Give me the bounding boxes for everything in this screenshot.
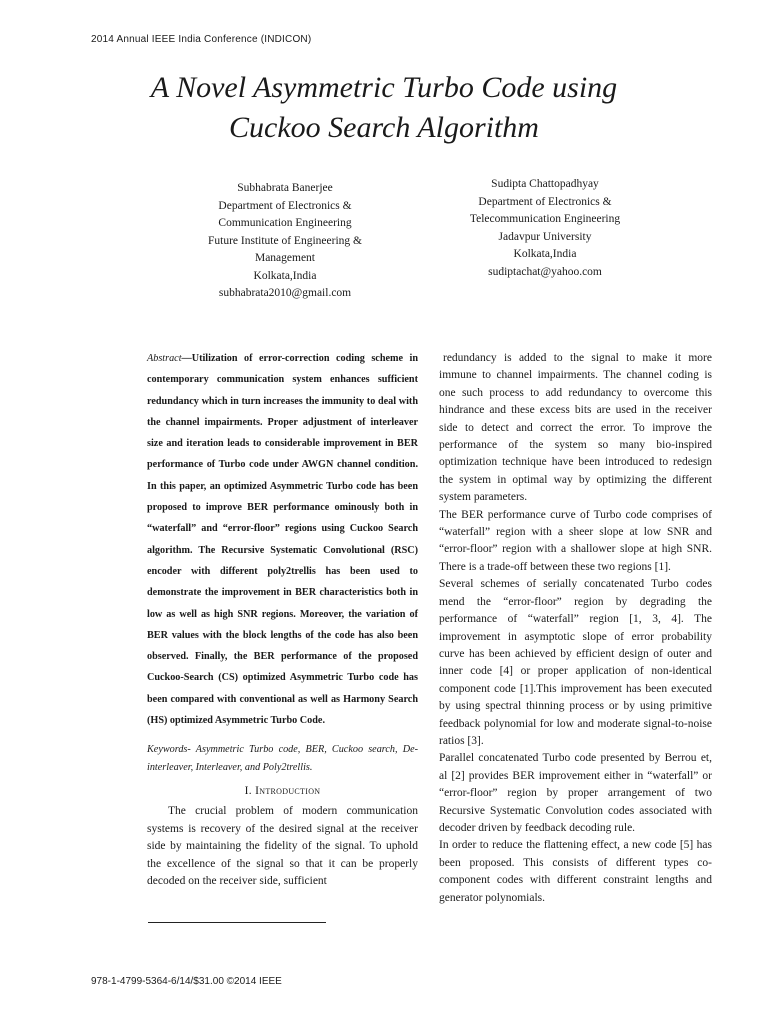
author-affiliation: Department of Electronics & xyxy=(478,195,612,208)
author-location: Kolkata,India xyxy=(253,269,317,282)
body-paragraph: redundancy is added to the signal to make it more immune to channel impairments. The channel coding is one such process to add redundancy to overcome this hindrance and these excess bits are used in the receiver side to detect and correct the error. To improve the performance of the system so many bio-inspired optimization technique have been introduced to redesign the system in optimal way by optimizing the different system parameters. xyxy=(439,352,712,504)
author-email: sudiptachat@yahoo.com xyxy=(488,265,602,278)
intro-paragraph: The crucial problem of modern communication systems is recovery of the desired signal at the receiver side by maintaining the fidelity of the signal. To uphold the excellence of the signal so that it can be properly decoded on the receiver side, sufficient xyxy=(147,805,418,887)
section-title: Introduction xyxy=(255,785,321,798)
body-paragraph: The BER performance curve of Turbo code comprises of “waterfall” region with a sheer slope at low SNR and “error-floor” region with a shallower slope at high SNR. There is a trade-off between these two regions [1]. xyxy=(439,508,712,573)
abstract-text: Utilization of error-correction coding scheme in contemporary communication system enhances sufficient redundancy which in turn increases the immunity to deal with the channel impairments. Proper adjustment of interleaver size and iteration leads to considerable improvement in BER performance of Turbo code under AWGN channel condition. In this paper, an optimized Asymmetric Turbo code has been proposed to improve BER performance ominously both in “waterfall” and “error-floor” regions using Cuckoo Search algorithm. The Recursive Systematic Convolutional (RSC) encoder with different poly2trellis has been used to demonstrate the improvement in BER characteristics both in low as well as high SNR regions. Moreover, the variation of BER values with the block lengths of the code has also been observed. Finally, the BER performance of the proposed Cuckoo-Search (CS) optimized Asymmetric Turbo code has been compared with conventional as well as Harmony Search (HS) optimized Asymmetric Turbo Code. xyxy=(147,353,418,727)
author-name: Sudipta Chattopadhyay xyxy=(491,178,599,190)
author-email: subhabrata2010@gmail.com xyxy=(218,287,352,299)
author-location: Kolkata,India xyxy=(513,248,577,260)
author-block-2 xyxy=(405,176,685,281)
right-column xyxy=(439,350,712,907)
author-affiliation: Future Institute of Engineering & xyxy=(208,234,362,247)
body-paragraph: Several schemes of serially concatenated Turbo codes mend the “error-floor” region by degrading the performance of “waterfall” region [1, 3, 4]. The improvement in asymptotic slope of error probability curve has been achieved by efficient design of outer and inner code [4] or proper application of non-identical component code [1].This improvement has been executed by using spectral thinning process or by using primitive feedback polynomial for low and moderate signal-to-noise ratios [3]. xyxy=(439,578,712,747)
keywords: Keywords- Asymmetric Turbo code, BER, Cuckoo search, De-interleaver, Interleaver, and Poly2trellis. xyxy=(147,744,418,773)
section-number: I. xyxy=(244,785,256,798)
author-block-1 xyxy=(145,180,425,303)
abstract xyxy=(147,348,418,731)
author-affiliation: Management xyxy=(254,252,316,264)
body-paragraph: Parallel concatenated Turbo code presented by Berrou et, al [2] provides BER improvement either in “waterfall” or “error-floor” region by proper arrangement of two Recursive Systematic Convolution codes associated with decoder driven by feedback decoding rule. xyxy=(439,752,712,834)
author-affiliation: Jadavpur University xyxy=(498,230,592,243)
conference-header: 2014 Annual IEEE India Conference (INDICON) xyxy=(91,34,312,45)
abstract-lead: Abstract xyxy=(147,353,182,364)
copyright-footer: 978-1-4799-5364-6/14/$31.00 ©2014 IEEE xyxy=(91,976,282,987)
author-affiliation: Department of Electronics & xyxy=(218,199,352,212)
abstract-dash: — xyxy=(181,353,192,364)
author-affiliation: Communication Engineering xyxy=(218,217,352,229)
section-heading-introduction xyxy=(147,785,418,797)
paper-title xyxy=(90,68,678,148)
left-column xyxy=(147,348,418,890)
title-line-2: Cuckoo Search Algorithm xyxy=(229,111,539,144)
author-name: Subhabrata Banerjee xyxy=(237,182,333,194)
body-paragraph: In order to reduce the flattening effect, a new code [5] has been proposed. This consists of different types co-component codes with different constraint lengths and generator polynomials. xyxy=(439,839,712,904)
author-affiliation: Telecommunication Engineering xyxy=(469,213,621,225)
title-line-1: A Novel Asymmetric Turbo Code using xyxy=(150,71,618,104)
footnote-rule xyxy=(148,922,326,923)
